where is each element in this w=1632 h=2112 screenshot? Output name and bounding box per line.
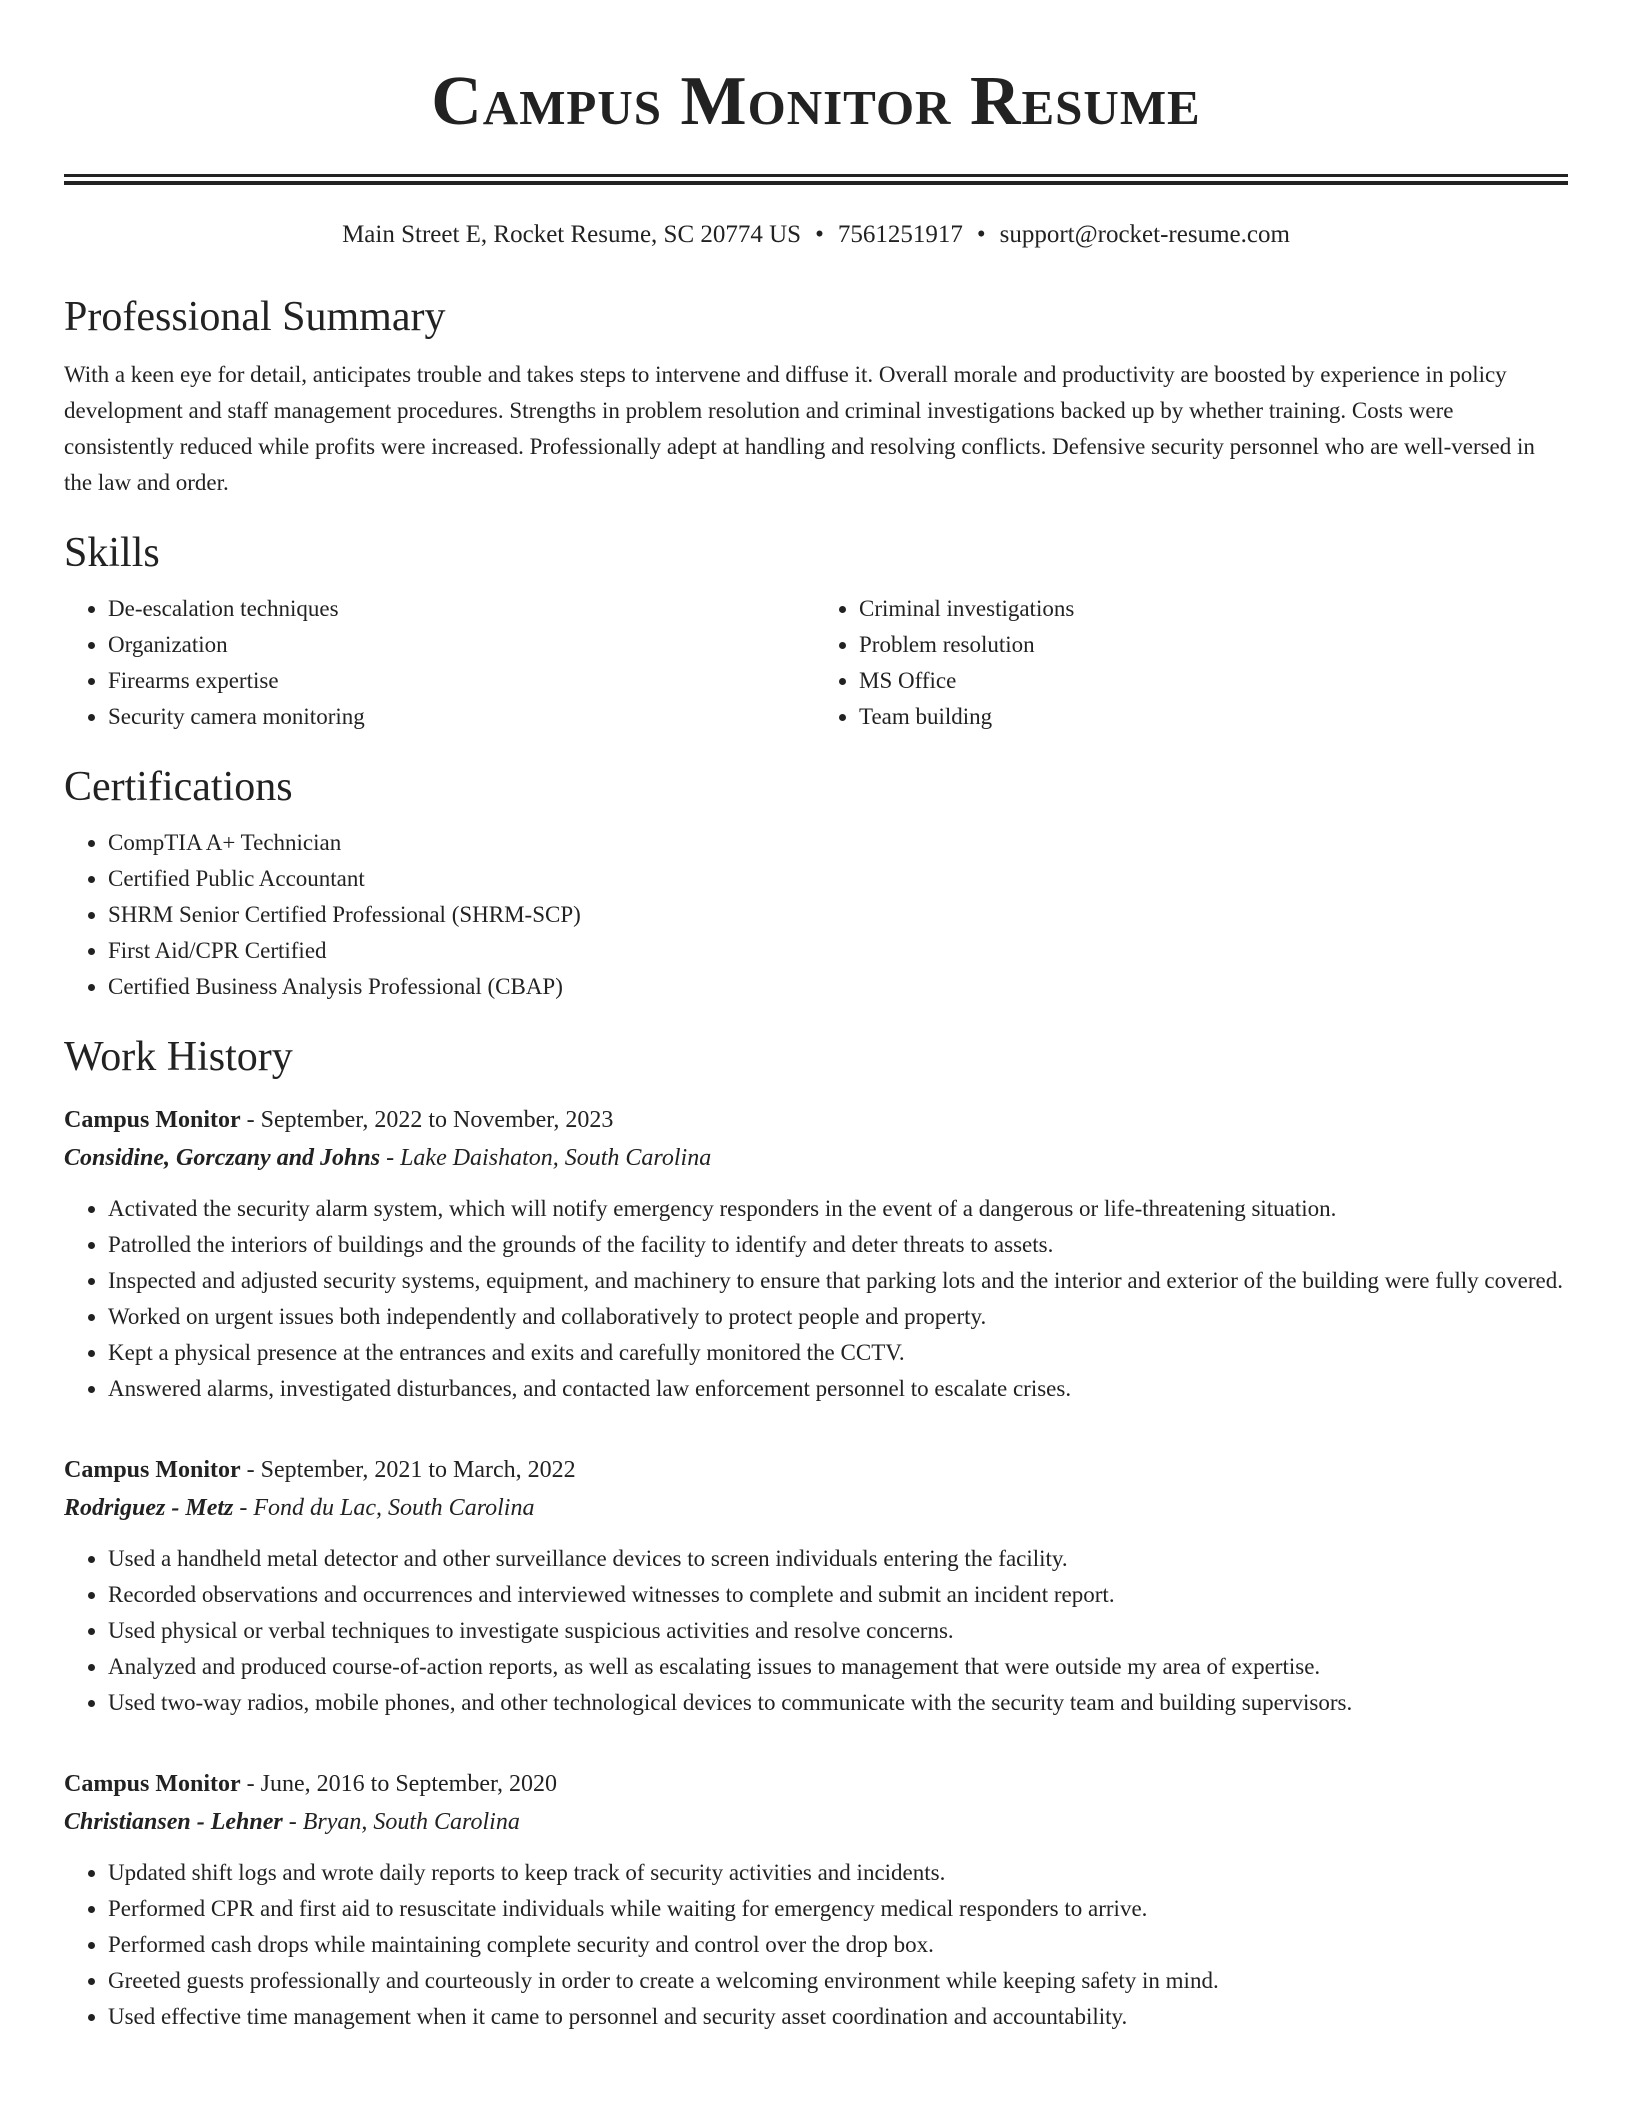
job-entry bbox=[64, 1765, 1568, 2035]
contact-separator: • bbox=[976, 221, 986, 248]
job-dates: - June, 2016 to September, 2020 bbox=[246, 1771, 557, 1797]
skills-columns bbox=[64, 579, 1568, 735]
skill-item: • De-escalation techniques bbox=[108, 591, 817, 627]
skills-list-right bbox=[815, 591, 1568, 735]
section-heading-summary: Professional Summary bbox=[64, 294, 446, 340]
certification-item: • First Aid/CPR Certified bbox=[108, 933, 1568, 969]
contact-phone: 7561251917 bbox=[837, 221, 963, 248]
summary-text: With a keen eye for detail, anticipates trouble and takes steps to intervene and diffuse it. Overall morale and productivity are boosted by experience in policy development and staff management procedures. Strengths in problem resolution and criminal investigations backed up by whether training. Costs were consistently reduced while profits were increased. Professionally adept at handling and resolving conflicts. Defensive security personnel who are well-versed in the law and order. bbox=[64, 362, 1535, 495]
certifications-list bbox=[64, 825, 1568, 1005]
job-dates: - September, 2022 to November, 2023 bbox=[246, 1107, 614, 1133]
job-duty: • Updated shift logs and wrote daily reports to keep track of security activities and incidents. bbox=[108, 1855, 1568, 1891]
job-title-line bbox=[64, 1765, 1568, 1803]
job-title-line bbox=[64, 1451, 1568, 1489]
job-role: Campus Monitor bbox=[64, 1107, 241, 1133]
job-location: - Fond du Lac, South Carolina bbox=[239, 1495, 535, 1521]
job-duty: • Inspected and adjusted security systems, equipment, and machinery to ensure that parking lots and the interior and exterior of the building were fully covered. bbox=[108, 1263, 1568, 1299]
job-duty: • Answered alarms, investigated disturbances, and contacted law enforcement personnel to escalate crises. bbox=[108, 1371, 1568, 1407]
contact-line bbox=[64, 219, 1568, 251]
skill-item: • Criminal investigations bbox=[859, 591, 1568, 627]
job-duty: • Used two-way radios, mobile phones, and other technological devices to communicate with the security team and building supervisors. bbox=[108, 1685, 1568, 1721]
title-divider bbox=[64, 174, 1568, 185]
skill-item: • Security camera monitoring bbox=[108, 699, 817, 735]
job-company-line bbox=[64, 1489, 1568, 1527]
job-company: Christiansen - Lehner bbox=[64, 1809, 283, 1835]
skill-item: • Firearms expertise bbox=[108, 663, 817, 699]
job-duties-list bbox=[64, 1191, 1568, 1407]
certification-item: • Certified Business Analysis Professional (CBAP) bbox=[108, 969, 1568, 1005]
contact-address: Main Street E, Rocket Resume, SC 20774 US bbox=[342, 221, 802, 248]
contact-separator: • bbox=[815, 221, 824, 248]
section-heading-work-history: Work History bbox=[64, 1034, 293, 1080]
work-history-section bbox=[64, 1031, 1568, 2035]
section-heading-skills: Skills bbox=[64, 530, 160, 576]
job-location: - Bryan, South Carolina bbox=[288, 1809, 520, 1835]
job-duties-list bbox=[64, 1855, 1568, 2035]
skill-item: • Problem resolution bbox=[859, 627, 1568, 663]
job-company: Rodriguez - Metz bbox=[64, 1495, 234, 1521]
job-duty: • Analyzed and produced course-of-action reports, as well as escalating issues to management that were outside my area of expertise. bbox=[108, 1649, 1568, 1685]
job-duty: • Greeted guests professionally and courteously in order to create a welcoming environment while keeping safety in mind. bbox=[108, 1963, 1568, 1999]
job-duty: • Kept a physical presence at the entrances and exits and carefully monitored the CCTV. bbox=[108, 1335, 1568, 1371]
job-company-line bbox=[64, 1139, 1568, 1177]
job-duty: • Patrolled the interiors of buildings and the grounds of the facility to identify and deter threats to assets. bbox=[108, 1227, 1568, 1263]
job-entry bbox=[64, 1101, 1568, 1407]
job-duty: • Worked on urgent issues both independently and collaboratively to protect people and property. bbox=[108, 1299, 1568, 1335]
skills-section bbox=[64, 527, 1568, 735]
job-duty: • Performed CPR and first aid to resuscitate individuals while waiting for emergency medical responders to arrive. bbox=[108, 1891, 1568, 1927]
job-duty: • Used a handheld metal detector and other surveillance devices to screen individuals entering the facility. bbox=[108, 1541, 1568, 1577]
skills-list-left bbox=[64, 591, 817, 735]
resume-title: Campus Monitor Resume bbox=[431, 63, 1201, 140]
job-role: Campus Monitor bbox=[64, 1771, 241, 1797]
job-duties-list bbox=[64, 1541, 1568, 1721]
skill-item: • MS Office bbox=[859, 663, 1568, 699]
job-duty: • Used physical or verbal techniques to investigate suspicious activities and resolve concerns. bbox=[108, 1613, 1568, 1649]
certifications-section bbox=[64, 761, 1568, 1005]
job-company-line bbox=[64, 1803, 1568, 1841]
job-title-line bbox=[64, 1101, 1568, 1139]
job-entry bbox=[64, 1451, 1568, 1721]
skill-item: • Team building bbox=[859, 699, 1568, 735]
certification-item: • SHRM Senior Certified Professional (SHRM-SCP) bbox=[108, 897, 1568, 933]
certification-item: • CompTIA A+ Technician bbox=[108, 825, 1568, 861]
contact-email: support@rocket-resume.com bbox=[999, 221, 1290, 248]
job-role: Campus Monitor bbox=[64, 1457, 241, 1483]
certification-item: • Certified Public Accountant bbox=[108, 861, 1568, 897]
job-duty: • Recorded observations and occurrences and interviewed witnesses to complete and submit an incident report. bbox=[108, 1577, 1568, 1613]
job-duty: • Performed cash drops while maintaining complete security and control over the drop box. bbox=[108, 1927, 1568, 1963]
professional-summary-section bbox=[64, 291, 1568, 501]
job-duty: • Activated the security alarm system, which will notify emergency responders in the event of a dangerous or life-threatening situation. bbox=[108, 1191, 1568, 1227]
section-heading-certifications: Certifications bbox=[64, 764, 293, 810]
skill-item: • Organization bbox=[108, 627, 817, 663]
job-duty: • Used effective time management when it came to personnel and security asset coordination and accountability. bbox=[108, 1999, 1568, 2035]
job-company: Considine, Gorczany and Johns bbox=[64, 1145, 381, 1171]
job-location: - Lake Daishaton, South Carolina bbox=[386, 1145, 712, 1171]
job-dates: - September, 2021 to March, 2022 bbox=[246, 1457, 576, 1483]
